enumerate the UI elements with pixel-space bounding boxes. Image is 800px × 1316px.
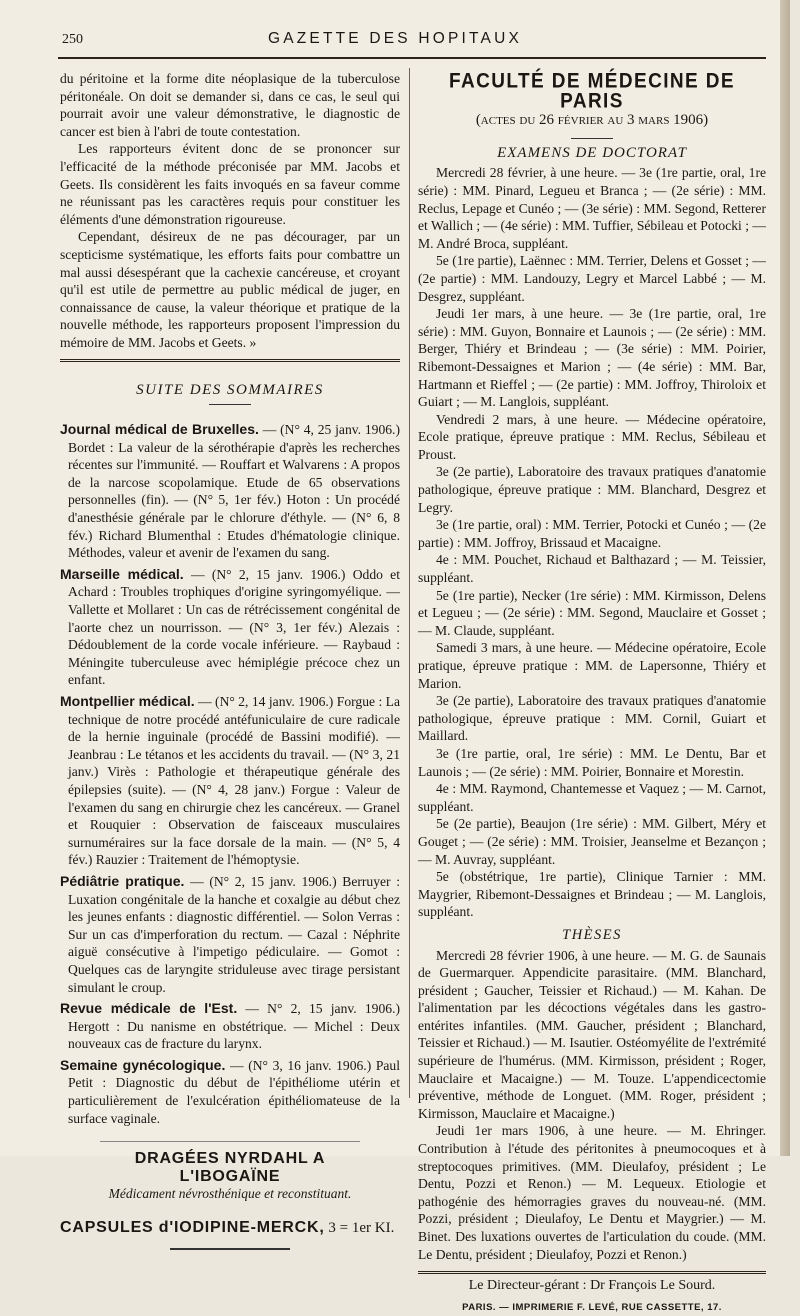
summary-entry bbox=[60, 693, 400, 869]
journal-name: Pédiâtrie pratique. bbox=[60, 872, 185, 889]
exam-paragraph: 4e : MM. Pouchet, Richaud et Balthazard ; — M. Teissier, suppléant. bbox=[418, 552, 766, 586]
faculty-subtitle: (actes du 26 février au 3 mars 1906) bbox=[475, 112, 709, 129]
journal-name: Journal médical de Bruxelles. bbox=[60, 421, 259, 438]
exam-paragraph: 5e (obstétrique, 1re partie), Clinique Tarnier : MM. Maygrier, Ribemont-Dessaignes et Brindeau ; — M. Langlois, suppléant. bbox=[418, 869, 766, 920]
exam-paragraph: 3e (1re partie, oral, 1re série) : MM. Le Dentu, Bar et Launois ; — (2e série) : MM. Poirier, Bonnaire et Morestin. bbox=[418, 745, 766, 779]
end-rule bbox=[170, 1248, 290, 1250]
entry-text: — (N° 2, 14 janv. 1906.) Forgue : La technique de notre procédé antéfuniculaire de cure radicale de la hernie inguinale (procédé de Bassini modifié). — Jeanbrau : Le tétanos et les accidents du travail. — (N° 3, 21 janv.) Virès : Pathologie et thérapeutique générale des épilepsies (suite). — (N° 4, 28 janv.) Forgue : Valeur de l'examen du sang en chirurgie chez les cancéreux. — Granel et Rouquier : Observation de faisceaux musculaires surnuméraires sur la face dorsale de la main. — (N° 5, 4 fév.) Rauzier : Traitement de l'hémoptysie. bbox=[68, 694, 400, 868]
journal-name: Semaine gynécologique. bbox=[60, 1056, 226, 1073]
journal-name: Montpellier médical. bbox=[60, 693, 195, 709]
summary-entry bbox=[60, 1000, 400, 1053]
theses-paragraph: Jeudi 1er mars 1906, à une heure. — M. Ehringer. Contribution à l'étude des péritonites à pneumocoques et à streptocoques primitives. (MM. Dieulafoy, président ; Le Dentu, Pozzi et Renon.) — M. Lequeux. Etiologie et pathogénie des hémorragies graves du nouveau-né. (MM. Pozzi, président ; Dieulafoy, Le Dentu et Maygrier.) — M. Binet. Des luxations ouvertes de l'articulation du coude. (MM. Le Dentu, président ; Dieulafoy, Pozzi et Renon.) bbox=[418, 1123, 766, 1262]
ad-headline: DRAGÉES NYRDAHL A L'IBOGAÏNE bbox=[134, 1150, 326, 1185]
theses-heading: THÈSES bbox=[562, 926, 622, 943]
body-paragraph: du péritoine et la forme dite néoplasique de la tuberculose péritonéale. On doit se demander si, dans ce cas, le seul qui pourrait avoir une valeur démonstrative, le diagnostic de cancer est bien à l'abri de toute contestation. bbox=[60, 71, 400, 139]
exam-paragraph: Jeudi 1er mars, à une heure. — 3e (1re partie, oral, 1re série) : MM. Guyon, Bonnaire et Launois ; — (2e série) : MM. Berger, Thiéry et Brindeau ; — (3e série) : MM. Poirier, Ribemont-Dessaignes et Marion ; — (4e série) : MM. Bar, Hartmann et Rieffel ; — (2e partie) : MM. Joffroy, Thiroloix et Guiart ; — M. Langlois, suppléant. bbox=[418, 306, 766, 410]
page-number: 250 bbox=[62, 32, 83, 47]
exam-paragraph: 3e (2e partie), Laboratoire des travaux pratiques d'anatomie pathologique, épreuve pratique : MM. Blanchard, Desgrez et Legry. bbox=[418, 464, 766, 515]
ad-capsules-dose: 3 = 1er KI. bbox=[324, 1220, 395, 1237]
header-rule bbox=[58, 57, 766, 59]
exam-paragraph: 3e (2e partie), Laboratoire des travaux pratiques d'anatomie pathologique, épreuve pratique : MM. Cornil, Guiart et Maillard. bbox=[418, 693, 766, 744]
body-paragraph: Cependant, désireux de ne pas décourager, par un scepticisme systématique, les efforts faits pour combattre un mal aussi désespérant que la cachexie cancéreuse, et croyant qu'il est utile de permettre au public médical de juger, en connaissance de cause, la valeur théorique et pratique de la nouvelle méthode, les rapporteurs proposent l'impression du mémoire de MM. Jacobs et Geets. » bbox=[60, 229, 400, 350]
summary-entry bbox=[60, 873, 400, 996]
entry-text: — (N° 4, 25 janv. 1906.) Bordet : La valeur de la sérothérapie d'après les recherches récentes sur l'immunité. — Rouffart et Walvarens : A propos de la narcose scopolamique. Etude de 65 observations personnelles (fin). — (N° 5, 1er fév.) Hoton : Un procédé d'anesthésie générale par le chlorure d'éthyle. — (N° 6, 8 fév.) Richard Blumenthal : Etudes d'hématologie clinique. Méthodes, valeur et avenir de l'examen du sang. bbox=[68, 422, 400, 561]
right-column bbox=[418, 70, 766, 1316]
summary-entry bbox=[60, 566, 400, 689]
summary-entry bbox=[60, 421, 400, 562]
left-column bbox=[60, 70, 400, 1250]
exam-paragraph: 3e (1re partie, oral) : MM. Terrier, Potocki et Cunéo ; — (2e partie) : MM. Joffroy, Brissaud et Macaigne. bbox=[418, 517, 766, 550]
exam-paragraph: 5e (1re partie), Necker (1re série) : MM. Kirmisson, Delens et Legueu ; — (2e série) : MM. Segond, Mauclaire et Gosset ; — M. Claude, suppléant. bbox=[418, 587, 766, 638]
exam-paragraph: 4e : MM. Raymond, Chantemesse et Vaquez ; — M. Carnot, suppléant. bbox=[418, 781, 766, 814]
entry-text: — (N° 3, 16 janv. 1906.) Paul Petit : Diagnostic du début de l'épithéliome utérin et particulièrement de l'exulcération épithéliomateuse de la surface vaginale. bbox=[68, 1057, 401, 1126]
director-signature: Le Directeur-gérant : Dr François Le Sourd. bbox=[418, 1271, 766, 1295]
body-paragraph: Les rapporteurs évitent donc de se prononcer sur l'efficacité de la méthode préconisée par MM. Jacobs et Geets. Ils considèrent les faits invoqués en sa faveur comme ne réunissant pas les caractères requis pour constituer les éléments d'une démonstration rigoureuse. bbox=[60, 141, 400, 227]
faculty-title: FACULTÉ DE MÉDECINE DE PARIS bbox=[449, 69, 735, 113]
journal-title: GAZETTE DES HOPITAUX bbox=[267, 30, 523, 47]
ad-capsules bbox=[60, 1219, 400, 1238]
column-divider bbox=[409, 68, 410, 1098]
journal-name: Revue médicale de l'Est. bbox=[60, 1000, 238, 1017]
advertisement bbox=[100, 1141, 360, 1203]
entry-text: — (N° 2, 15 janv. 1906.) Oddo et Achard : Troubles trophiques d'origine syringomyélique. — Vallette et Mollaret : Un cas de rétrécissement congénital de l'aorte chez un nourrisson. — (N° 3, 1er fév.) Alezais : Dédoublement de la corde vocale inférieure. — Raybaud : Méningite tuberculeuse avec hémiplégie précoce chez un enfant. bbox=[68, 566, 400, 688]
short-rule bbox=[571, 138, 613, 139]
summary-entry bbox=[60, 1057, 400, 1127]
printer-imprint: PARIS. — IMPRIMERIE F. LEVÉ, RUE CASSETTE, 17. bbox=[462, 1301, 722, 1313]
exam-heading: EXAMENS DE DOCTORAT bbox=[497, 144, 687, 161]
section-rule bbox=[60, 359, 400, 362]
exam-paragraph: Mercredi 28 février, à une heure. — 3e (1re partie, oral, 1re série) : MM. Pinard, Legueu et Branca ; — (2e série) : MM. Reclus, Lepage et Cunéo ; — (3e série) : MM. Segond, Retterer et Wallich ; — (4e série) : MM. Tuffier, Sébileau et Potocki ; — M. André Broca, suppléant. bbox=[418, 165, 766, 251]
exam-paragraph: 5e (2e partie), Beaujon (1re série) : MM. Gilbert, Méry et Gouget ; — (2e série) : MM. Troisier, Jeanselme et Bezançon ; — M. Auvray, suppléant. bbox=[418, 816, 766, 867]
entry-text: — N° 2, 15 janv. 1906.) Hergott : Du nanisme en obstétrique. — Michel : Deux nouveaux cas de fracture du larynx. bbox=[68, 1001, 400, 1052]
theses-paragraph: Mercredi 28 février 1906, à une heure. — M. G. de Saunais de Guermarquer. Appendicite parasitaire. (MM. Blanchard, président ; Gaucher, Teissier et Richaud.) — M. Kahan. De l'alimentation par les décoctions végétales dans les gastro-entérites infantiles. (MM. Gaucher, président ; Blanchard, Teissier et Richaud.) — M. Isautier. Ostéomyélite de l'extrémité supérieure de l'humérus. (MM. Kirmisson, président ; Roger, Mauclaire et Macaigne.) — M. Touze. L'appendicectomie préventive, méthode de Longuet. (MM. Roger, président ; Kirmisson, Mauclaire et Macaigne.) bbox=[418, 947, 766, 1121]
entry-text: — (N° 2, 15 janv. 1906.) Berruyer : Luxation congénitale de la hanche et coxalgie au début chez les jeunes enfants : diagnostic différentiel. — Solon Verras : Sur un cas d'imperforation du rectum. — Cazal : Néphrite aiguë consécutive à l'impetigo pédiculaire. — Gomot : Quelques cas de laryngite striduleuse avec tirage persistant simulant le croup. bbox=[68, 873, 401, 995]
ad-capsules-name: CAPSULES d'IODIPINE-MERCK, bbox=[60, 1219, 325, 1237]
ad-tagline: Médicament névrosthénique et reconstituant. bbox=[108, 1186, 352, 1202]
exam-paragraph: Vendredi 2 mars, à une heure. — Médecine opératoire, Ecole pratique, épreuve pratique : MM. Reclus, Sébileau et Proust. bbox=[418, 411, 766, 462]
short-rule bbox=[209, 404, 251, 405]
page-edge bbox=[780, 0, 790, 1156]
journal-name: Marseille médical. bbox=[60, 565, 184, 582]
section-title: SUITE DES SOMMAIRES bbox=[136, 381, 324, 398]
exam-paragraph: Samedi 3 mars, à une heure. — Médecine opératoire, Ecole pratique, épreuve pratique : MM. de Lapersonne, Thiéry et Marion. bbox=[418, 640, 766, 691]
exam-paragraph: 5e (1re partie), Laënnec : MM. Terrier, Delens et Gosset ; — (2e partie) : MM. Landouzy, Legry et Marcel Labbé ; — M. Desgrez, suppléant. bbox=[418, 253, 766, 304]
